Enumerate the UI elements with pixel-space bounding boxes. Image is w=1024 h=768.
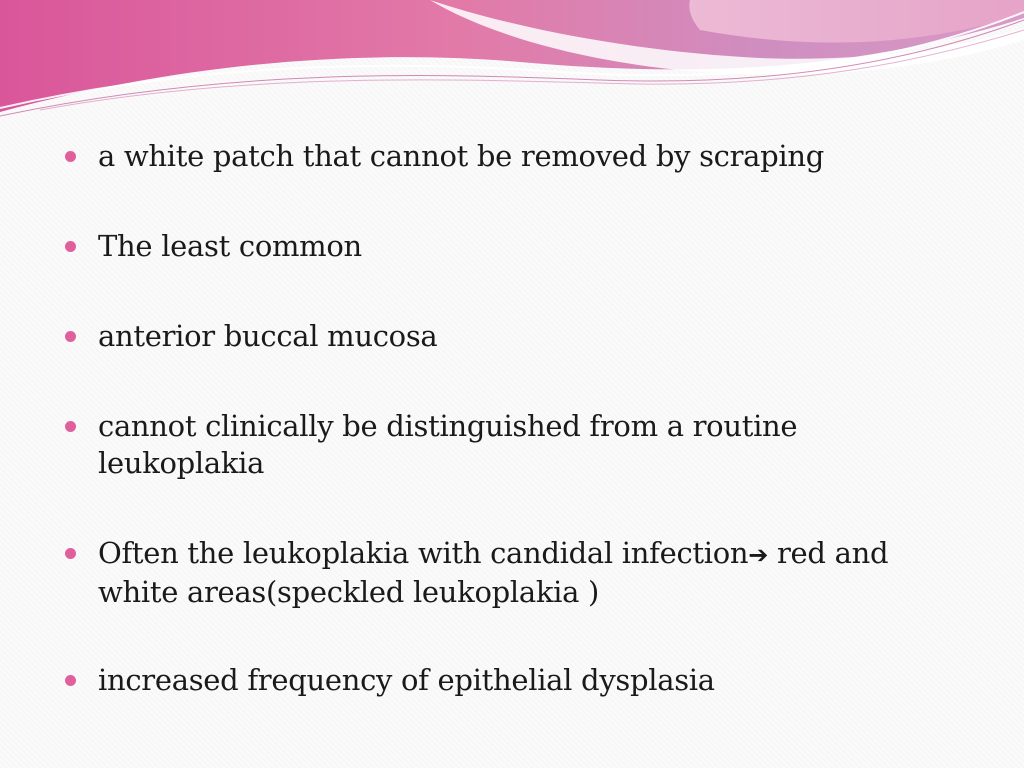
list-item [60,662,940,699]
bullet-text: anterior buccal mucosa [98,319,438,353]
bullet-text: a white patch that cannot be removed by scraping [98,139,825,173]
bullet-dot-icon [65,151,76,162]
right-arrow-icon: ➔ [748,541,769,569]
header-wave-decoration [0,0,1024,120]
bullet-dot-icon [65,331,76,342]
list-item [60,535,940,611]
list-item [60,138,940,175]
bullet-text-before-arrow: Often the leukoplakia with candidal infection [98,536,749,570]
bullet-dot-icon [65,675,76,686]
bullet-text [98,535,940,611]
bullet-text: increased frequency of epithelial dysplasia [98,663,715,697]
list-item [60,408,820,482]
bullet-dot-icon [65,241,76,252]
bullet-text: The least common [98,229,362,263]
list-item [60,228,940,265]
bullet-text-after-arrow: red and white areas(speckled leukoplakia ) [98,536,889,609]
bullet-dot-icon [65,548,76,559]
bullet-text: cannot clinically be distinguished from a routine leukoplakia [98,409,798,480]
list-item [60,318,940,355]
bullet-dot-icon [65,421,76,432]
